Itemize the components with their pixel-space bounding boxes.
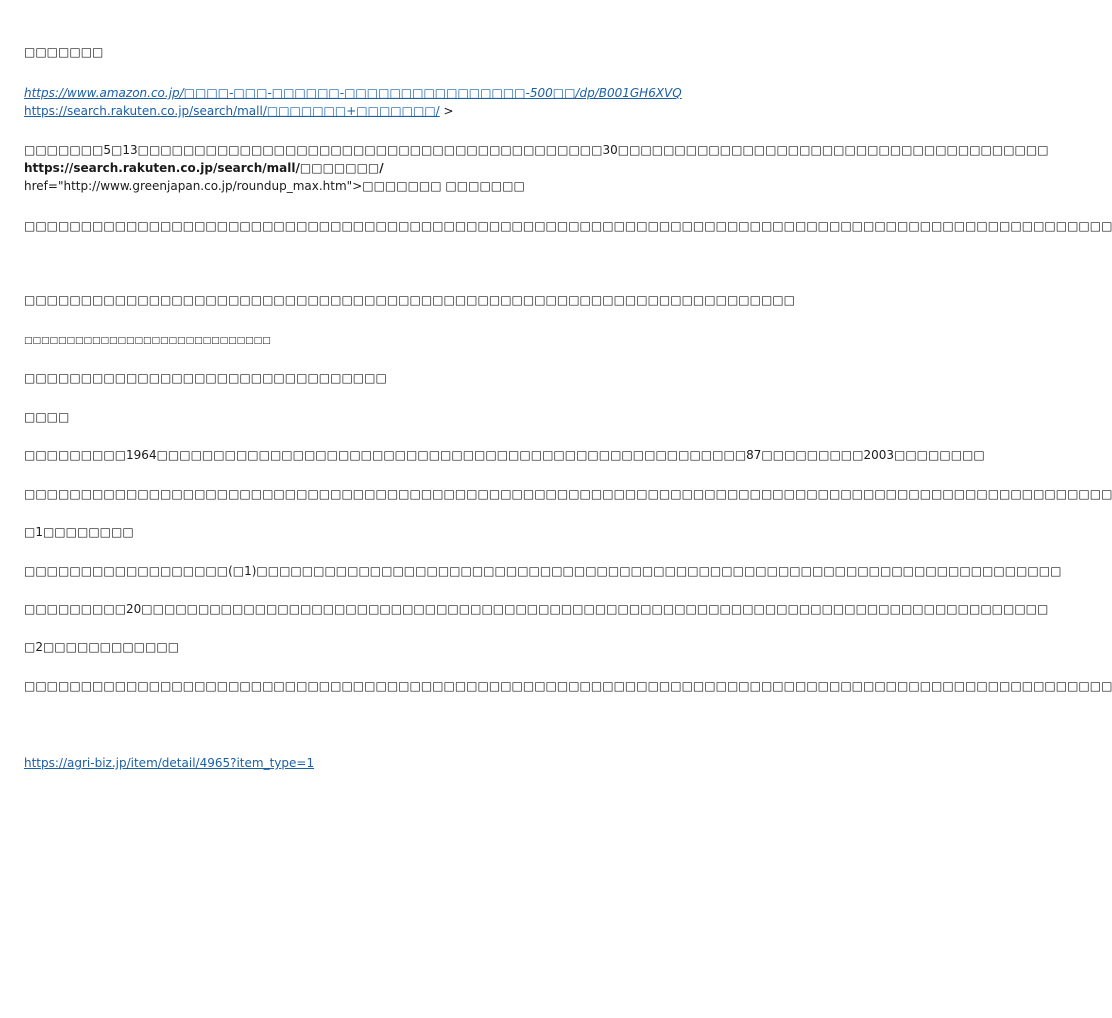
agri-biz-link-line [24,755,314,771]
paragraph-line: □□□□□□□5□13□□□□□□□□□□□□□□□□□□□□□□□□□□□□□□□□□□□□□□□□□30□□□□□□□□□□□□□□□□□□□□□□□□□□□□□□□□□□□□□□ [24,143,1049,157]
paragraph-line: □□□□□□□□□□□□□□□□□□□□□□□□□□□□□□□□□□□□□□□□□□□□□□□□□□□□□□□□□□□□□□□□□□□□ [24,293,795,307]
amazon-product-link[interactable]: https://www.amazon.co.jp/□□□□-□□□-□□□□□□-□□□□□□□□□□□□□□□□-500□□/dp/B001GH6XVQ [24,86,682,100]
rakuten-search-link[interactable]: https://search.rakuten.co.jp/search/mall/□□□□□□□+□□□□□□□/ [24,104,440,118]
small-note-line: □□□□□□□□□□□□□□□□□□□□□□□□□□□□□ [24,336,271,346]
paragraph-line: □□□□□□□□□□□□□□□□□□□□□□□□□□□□□□□□□□□□□□□□□□□□□□□□□□□□□□□□□□□□□□□□□□□□□□□□□□□□□□□□□□□□□□□□□□□□□□□□ [24,679,1112,693]
rakuten-link-line [24,103,454,119]
paragraph-line: □□□□□□□□□20□□□□□□□□□□□□□□□□□□□□□□□□□□□□□□□□□□□□□□□□□□□□□□□□□□□□□□□□□□□□□□□□□□□□□□□□□□□□□□□□ [24,602,1049,616]
amazon-link-line [24,85,682,101]
paragraph-line: □□□□□□□□□□□□□□□□□□□□□□□□□□□□□□□□□□□□□□□□□□□□□□□□□□□□□□□□□□□□□□□□□□□□□□□□□□□□□□□□□□□□□□□□□□□□□□□□ [24,219,1112,233]
subsection-heading-2: □2□□□□□□□□□□□□ [24,640,180,654]
section-heading: □□□□ [24,410,70,424]
agri-biz-link[interactable]: https://agri-biz.jp/item/detail/4965?item_type=1 [24,756,315,770]
href-text-line: href="http://www.greenjapan.co.jp/roundup_max.htm">□□□□□□□ □□□□□□□ [24,179,525,193]
paragraph-line: □□□□□□□□□□□□□□□□□□□□□□□□□□□□□□□□□□□□□□□□□□□□□□□□□□□□□□□□□□□□□□□□□□□□□□□□□□□□□□□□□□□□□□□□□□□□□□□□ [24,487,1112,501]
paragraph-line: □□□□□□□□□□□□□□□□□□(□1)□□□□□□□□□□□□□□□□□□□□□□□□□□□□□□□□□□□□□□□□□□□□□□□□□□□□□□□□□□□□□□□□□□□□□□□ [24,564,1062,578]
paragraph-line: □□□□□□□□□1964□□□□□□□□□□□□□□□□□□□□□□□□□□□□□□□□□□□□□□□□□□□□□□□□□□□□87□□□□□□□□□2003□□□□□□□□ [24,448,985,462]
rakuten-bold-url: https://search.rakuten.co.jp/search/mall/□□□□□□□/ [24,161,384,175]
document-heading: □□□□□□□ [24,45,104,59]
subsection-heading-1: □1□□□□□□□□ [24,525,134,539]
document-body [24,0,1112,1018]
rakuten-link-tail: > [439,104,454,118]
paragraph-line: □□□□□□□□□□□□□□□□□□□□□□□□□□□□□□□□ [24,371,387,385]
